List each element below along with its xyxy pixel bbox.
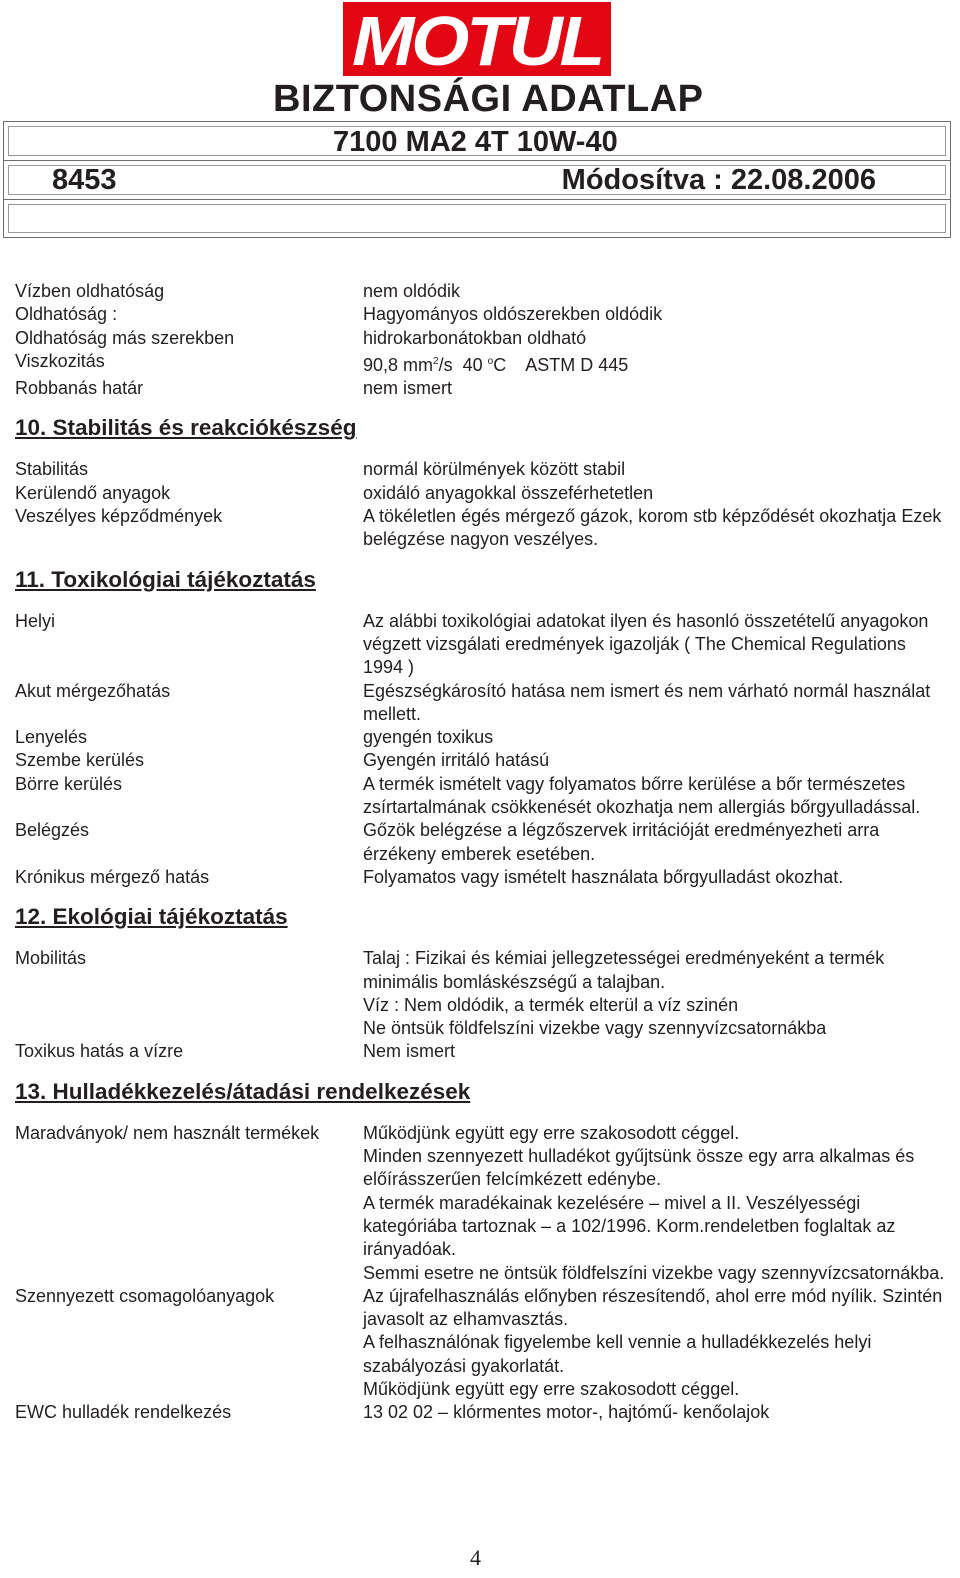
viscosity-part: C ASTM D 445 — [493, 354, 629, 375]
toxicology-row — [15, 749, 945, 772]
value-line: A felhasználónak figyelembe kell vennie a hulladékkezelés helyi szabályozási gyakorlatát. — [363, 1332, 872, 1376]
property-value: nem oldódik — [363, 281, 461, 301]
value-line: Ne öntsük földfelszíni vizekbe vagy szennyvízcsatornákba — [363, 1018, 827, 1039]
row-value — [363, 1122, 945, 1285]
row-value: 13 02 02 – klórmentes motor-, hajtómű- kenőolajok — [363, 1402, 770, 1423]
property-value: Hagyományos oldószerekben oldódik — [363, 304, 663, 325]
row-label: Lenyelés — [15, 727, 88, 748]
row-value: Gőzök belégzése a légzőszervek irritációját eredményezheti arra érzékeny emberek esetében. — [363, 820, 880, 864]
viscosity-part: /s 40 — [438, 354, 488, 375]
toxicology-row — [15, 773, 945, 820]
value-line: Működjünk együtt egy erre szakosodott céggel. — [363, 1378, 740, 1399]
row-label: Börre kerülés — [15, 773, 123, 794]
row-value: Gyengén irritáló hatású — [363, 750, 550, 771]
row-value: Az alábbi toxikológiai adatokat ilyen és hasonló összetételű anyagokon végzett vizsgálati eredmények igazolják ( The Chemical Regulations 1994 ) — [363, 610, 929, 678]
property-row — [15, 327, 945, 350]
toxicology-row — [15, 680, 945, 727]
value-line: Semmi esetre ne öntsük földfelszíni vizekbe vagy szennyvízcsatornákba. — [363, 1262, 945, 1283]
viscosity-exponent: 2 — [433, 355, 439, 367]
value-line: Minden szennyezett hulladékot gyűjtsünk össze egy arra alkalmas és előírásszerűen felcímkézett edénybe. — [363, 1146, 915, 1190]
stability-row — [15, 482, 945, 505]
viscosity-value — [363, 350, 945, 377]
value-line: Víz : Nem oldódik, a termék elterül a víz szinén — [363, 994, 739, 1015]
property-row — [15, 303, 945, 326]
toxicology-row — [15, 610, 945, 680]
row-label: Veszélyes képződmények — [15, 506, 223, 527]
motul-logo-mark — [346, 5, 608, 73]
property-label: Robbanás határ — [15, 378, 144, 399]
row-value: A termék ismételt vagy folyamatos bőrre kerülése a bőr természetes zsírtartalmának csökkenését okozhatja nem allergiás bőrgyulladással. — [363, 773, 921, 818]
property-value: hidrokarbonátokban oldható — [363, 327, 587, 348]
row-label: EWC hulladék rendelkezés — [15, 1402, 232, 1423]
section-12-body — [15, 947, 945, 1063]
section-13-body — [15, 1122, 945, 1425]
row-value: oxidáló anyagokkal összeférhetetlen — [363, 482, 654, 503]
section-10-heading: 10. Stabilitás és reakciókészség — [15, 415, 357, 441]
motul-logo — [343, 2, 611, 76]
residue-row — [15, 1122, 945, 1285]
property-value: nem ismert — [363, 378, 453, 399]
logo-text: MOTUL — [352, 5, 602, 73]
value-line: Talaj : Fizikai és kémiai jellegzetességei eredményeként a termék minimális bomláskészségű a talajban. — [363, 948, 885, 992]
toxicology-row — [15, 866, 945, 889]
property-row — [15, 280, 945, 303]
row-value: normál körülmények között stabil — [363, 459, 626, 480]
row-value: gyengén toxikus — [363, 727, 494, 748]
row-label: Mobilitás — [15, 948, 87, 969]
degree-mark: o — [487, 355, 494, 367]
row-value — [363, 1285, 945, 1401]
row-value — [363, 947, 945, 1040]
property-label: Oldhatóság más szerekben — [15, 327, 235, 348]
page-number: 4 — [470, 1545, 481, 1570]
row-label: Helyi — [15, 610, 56, 631]
section-10-body — [15, 458, 945, 551]
row-label: Maradványok/ nem használt termékek — [15, 1122, 320, 1143]
section-11-body — [15, 610, 945, 890]
row-label: Krónikus mérgező hatás — [15, 866, 210, 887]
property-label: Vízben oldhatóság — [15, 281, 165, 301]
sheet-content — [15, 280, 945, 1425]
row-value: A tökéletlen égés mérgező gázok, korom stb képződését okozhatja Ezek belégzése nagyon veszélyes. — [363, 506, 942, 550]
toxicology-row — [15, 819, 945, 866]
toxicology-row — [15, 726, 945, 749]
ewc-row — [15, 1401, 945, 1424]
row-label: Stabilitás — [15, 459, 89, 480]
header-box-blank — [3, 199, 951, 238]
product-name: 7100 MA2 4T 10W-40 — [333, 126, 618, 158]
value-line: A termék maradékainak kezelésére – mivel a II. Veszélyességi kategóriába tartoznak – a 102/1996. Korm.rendeletben foglaltak az irányadóak. — [363, 1192, 896, 1260]
row-label: Szennyezett csomagolóanyagok — [15, 1285, 275, 1306]
document-title: BIZTONSÁGI ADATLAP — [273, 78, 704, 120]
property-label: Oldhatóság : — [15, 304, 118, 325]
section-12-heading: 12. Ekológiai tájékoztatás — [15, 904, 288, 930]
row-value: Folyamatos vagy ismételt használata bőrgyulladást okozhat. — [363, 866, 844, 887]
properties-list — [15, 280, 945, 400]
value-line: Az újrafelhasználás előnyben részesítendő, ahol erre mód nyílik. Szintén javasolt az elhamvasztás. — [363, 1285, 943, 1330]
property-row — [15, 377, 945, 400]
document-code: 8453 — [52, 164, 117, 196]
value-line: Működjünk együtt egy erre szakosodott céggel. — [363, 1122, 740, 1143]
row-label: Toxikus hatás a vízre — [15, 1041, 184, 1062]
aquatic-toxicity-row — [15, 1040, 945, 1063]
viscosity-part: 90,8 mm — [363, 354, 434, 375]
row-value: Nem ismert — [363, 1041, 456, 1062]
stability-row — [15, 458, 945, 481]
modified-date: Módosítva : 22.08.2006 — [561, 164, 876, 196]
property-label: Viszkozitás — [15, 350, 105, 371]
section-13-heading: 13. Hulladékkezelés/átadási rendelkezések — [15, 1078, 471, 1104]
packaging-row — [15, 1285, 945, 1401]
row-label: Belégzés — [15, 820, 90, 841]
row-value: Egészségkárosító hatása nem ismert és nem várható normál használat mellett. — [363, 680, 931, 724]
mobility-row — [15, 947, 945, 1040]
stability-row — [15, 505, 945, 552]
row-label: Szembe kerülés — [15, 750, 145, 771]
row-label: Kerülendő anyagok — [15, 482, 171, 503]
section-11-heading: 11. Toxikológiai tájékoztatás — [15, 566, 316, 592]
property-row — [15, 350, 945, 377]
row-label: Akut mérgezőhatás — [15, 680, 171, 701]
